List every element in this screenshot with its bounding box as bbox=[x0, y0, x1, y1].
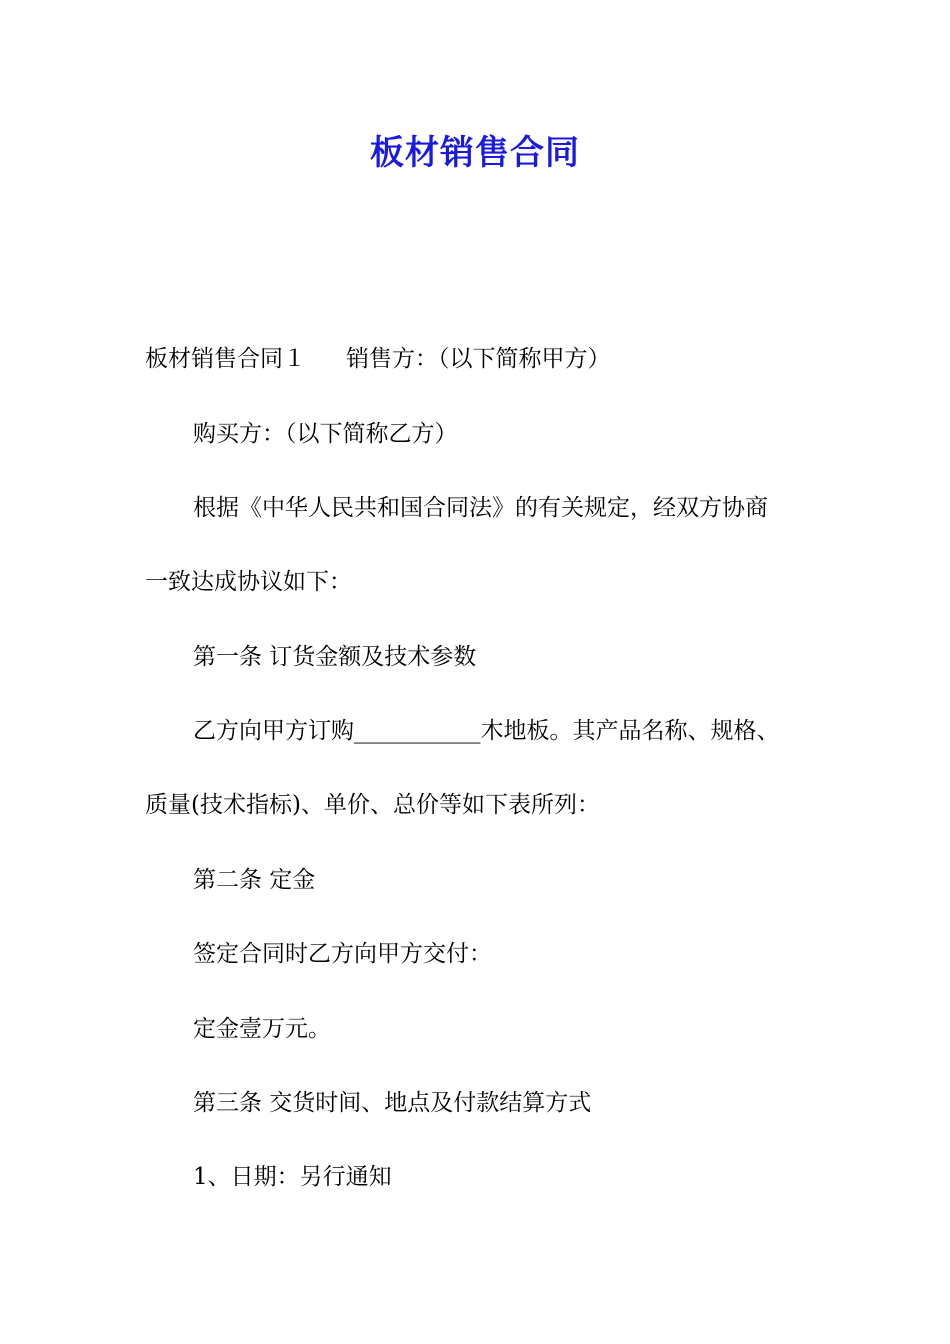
document-title: 板材销售合同 bbox=[370, 133, 580, 173]
paragraph-contract-heading bbox=[145, 344, 611, 374]
article-1-heading: 第一条 订货金额及技术参数 bbox=[193, 644, 477, 670]
paragraph-intro-line2: 一致达成协议如下： bbox=[145, 569, 352, 595]
article-2-heading: 第二条 定金 bbox=[193, 867, 316, 893]
contract-number-label: 板材销售合同１ bbox=[145, 346, 306, 372]
article-1-text-line2: 质量(技术指标)、单价、总价等如下表所列： bbox=[145, 792, 600, 818]
article-3-heading: 第三条 交货时间、地点及付款结算方式 bbox=[193, 1090, 592, 1116]
paragraph-intro-line1: 根据《中华人民共和国合同法》的有关规定，经双方协商 bbox=[193, 495, 768, 521]
article-2-text-line2: 定金壹万元。 bbox=[193, 1016, 331, 1042]
article-2-text-line1: 签定合同时乙方向甲方交付： bbox=[193, 941, 492, 967]
article-3-item-1: 1、日期：另行通知 bbox=[193, 1164, 392, 1190]
buyer-line: 购买方：（以下简称乙方） bbox=[193, 421, 458, 447]
seller-line: 销售方：（以下简称甲方） bbox=[346, 346, 611, 372]
article-1-text-line1: 乙方向甲方订购___________木地板。其产品名称、规格、 bbox=[193, 718, 780, 744]
